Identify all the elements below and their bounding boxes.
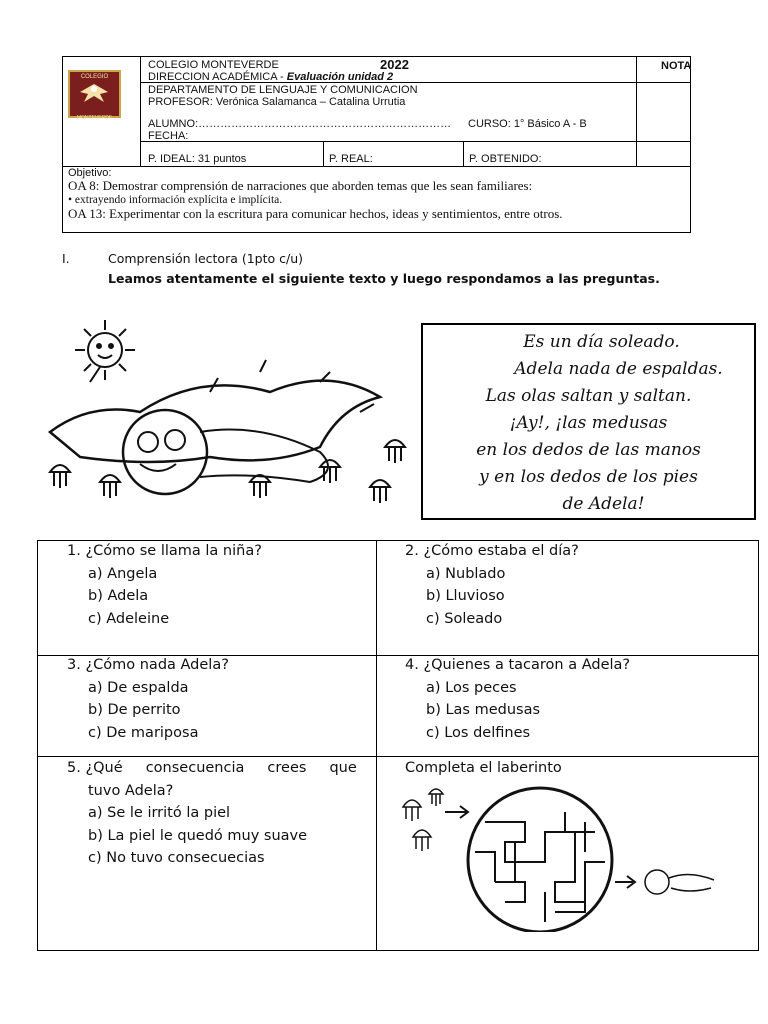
- school-name: COLEGIO MONTEVERDE: [148, 59, 279, 71]
- question-text: 2. ¿Cómo estaba el día?: [405, 543, 579, 559]
- option-c[interactable]: c) No tuvo consecuecias: [88, 850, 265, 866]
- option-a[interactable]: a) Nublado: [426, 565, 506, 582]
- option-a[interactable]: a) De espalda: [88, 679, 189, 696]
- student-field[interactable]: ALUMNO:……………………………………………………………: [148, 118, 452, 130]
- question-text: 3. ¿Cómo nada Adela?: [67, 657, 229, 673]
- option-c[interactable]: c) De mariposa: [88, 724, 199, 741]
- school-crest: [68, 70, 121, 121]
- direction-line: DIRECCION ACADÉMICA - Evaluación unidad 2: [148, 71, 394, 83]
- section-title: Comprensión lectora (1pto c/u): [108, 251, 304, 266]
- date-field[interactable]: FECHA:: [148, 130, 189, 142]
- poem-line: y en los dedos de los pies: [479, 467, 698, 487]
- section-instruction: Leamos atentamente el siguiente texto y luego respondamos a las preguntas.: [108, 271, 660, 286]
- option-a[interactable]: a) Angela: [88, 565, 158, 582]
- question-1: [67, 540, 262, 630]
- poem-line: Adela nada de espaldas.: [514, 359, 723, 379]
- question-4: [405, 654, 630, 744]
- option-c[interactable]: c) Soleado: [426, 610, 503, 627]
- question-text-cont: tuvo Adela?: [88, 782, 174, 799]
- jellyfish-icon: [403, 789, 443, 851]
- department: DEPARTAMENTO DE LENGUAJE Y COMUNICACION: [148, 84, 418, 96]
- p-real[interactable]: P. REAL:: [329, 153, 373, 165]
- question-3: [67, 654, 229, 744]
- p-ideal: P. IDEAL: 31 puntos: [148, 153, 247, 165]
- crest-text-bottom: MONTEVERDE: [76, 115, 113, 121]
- poem-line: Las olas saltan y saltan.: [485, 386, 692, 406]
- poem-line: ¡Ay!, ¡las medusas: [509, 413, 668, 433]
- poem-line: de Adela!: [562, 494, 645, 514]
- course: CURSO: 1° Básico A - B: [468, 118, 587, 130]
- crest-text-top: COLEGIO: [80, 74, 109, 80]
- sun-icon: [75, 320, 135, 380]
- jellyfish-icon: [50, 440, 405, 503]
- option-a[interactable]: a) Los peces: [426, 679, 517, 696]
- swimmer-icon: [645, 870, 714, 894]
- question-text: 5. ¿Qué consecuencia crees que: [67, 760, 357, 776]
- option-c[interactable]: c) Los delfines: [426, 724, 531, 741]
- question-5: [67, 757, 357, 870]
- option-a[interactable]: a) Se le irritó la piel: [88, 805, 231, 821]
- option-b[interactable]: b) Las medusas: [426, 702, 541, 718]
- question-2: [405, 540, 579, 630]
- eagle-icon: [70, 80, 119, 110]
- nota-label: NOTA: [661, 60, 692, 72]
- question-text: 4. ¿Quienes a tacaron a Adela?: [405, 657, 631, 673]
- objective-oa13: OA 13: Experimentar con la escritura para comunicar hechos, ideas y sentimientos, entre otros.: [68, 206, 563, 221]
- objective-title: Objetivo:: [68, 167, 112, 179]
- option-c[interactable]: c) Adeleine: [88, 610, 170, 627]
- year: 2022: [380, 57, 409, 72]
- option-b[interactable]: b) La piel le quedó muy suave: [88, 827, 308, 844]
- section-number: I.: [62, 251, 70, 266]
- poem-line: Es un día soleado.: [523, 332, 680, 352]
- professor: PROFESOR: Verónica Salamanca – Catalina Urrutia: [148, 96, 406, 108]
- swimmer-illustration: [30, 312, 415, 527]
- maze-title: Completa el laberinto: [405, 760, 562, 776]
- poem-box: [421, 323, 756, 520]
- objective-bullet: • extrayendo información explícita e implícita.: [68, 194, 283, 206]
- question-text: 1. ¿Cómo se llama la niña?: [67, 543, 262, 559]
- option-b[interactable]: b) De perrito: [88, 702, 181, 718]
- maze-illustration[interactable]: [395, 782, 725, 932]
- objective-oa8: OA 8: Demostrar comprensión de narraciones que aborden temas que les sean familiares:: [68, 178, 533, 193]
- option-b[interactable]: b) Lluvioso: [426, 588, 505, 604]
- poem-line: en los dedos de las manos: [476, 440, 701, 460]
- p-obtenido[interactable]: P. OBTENIDO:: [469, 153, 542, 165]
- option-b[interactable]: b) Adela: [88, 588, 149, 604]
